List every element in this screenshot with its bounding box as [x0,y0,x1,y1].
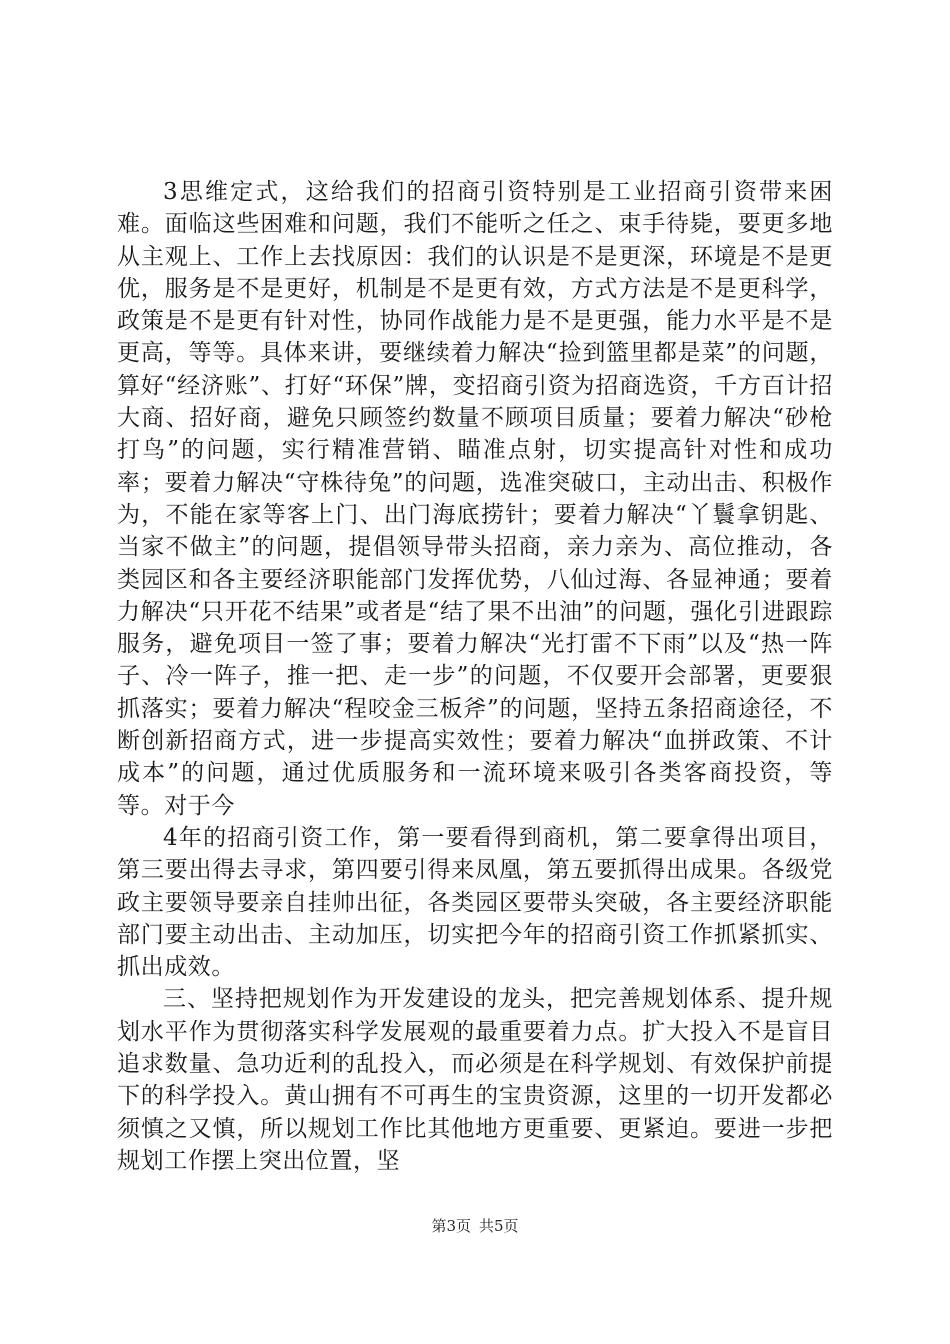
page-footer [0,1216,950,1236]
page-number-current: 第3页 [431,1217,471,1235]
paragraph-investment-goals: 4年的招商引资工作，第一要看得到商机，第二要拿得出项目，第三要出得去寻求，第四要引得来凤凰，第五要抓得出成果。各级党政主要领导要亲自挂帅出征，各类园区要带头突破，各主要经济职能部门要主动出击、主动加压，切实把今年的招商引资工作抓紧抓实、抓出成效。 [117,824,833,981]
document-body [117,176,833,1177]
page-number-total: 共5页 [479,1217,519,1235]
paragraph-investment-problems: 3思维定式，这给我们的招商引资特别是工业招商引资带来困难。面临这些困难和问题，我们不能听之任之、束手待毙，要更多地从主观上、工作上去找原因：我们的认识是不是更深，环境是不是更优，服务是不是更好，机制是不是更有效，方式方法是不是更科学，政策是不是更有针对性，协同作战能力是不是更强，能力水平是不是更高，等等。具体来讲，要继续着力解决“捡到篮里都是菜”的问题，算好“经济账”、打好“环保”牌，变招商引资为招商选资，千方百计招大商、招好商，避免只顾签约数量不顾项目质量；要着力解决“砂枪打鸟”的问题，实行精准营销、瞄准点射，切实提高针对性和成功率；要着力解决“守株待兔”的问题，选准突破口，主动出击、积极作为，不能在家等客上门、出门海底捞针；要着力解决“丫鬟拿钥匙、当家不做主”的问题，提倡领导带头招商，亲力亲为、高位推动，各类园区和各主要经济职能部门发挥优势，八仙过海、各显神通；要着力解决“只开花不结果”或者是“结了果不出油”的问题，强化引进跟踪服务，避免项目一签了事；要着力解决“光打雷不下雨”以及“热一阵子、冷一阵子，推一把、走一步”的问题，不仅要开会部署，更要狠抓落实；要着力解决“程咬金三板斧”的问题，坚持五条招商途径，不断创新招商方式，进一步提高实效性；要着力解决“血拼政策、不计成本”的问题，通过优质服务和一流环境来吸引各类客商投资，等等。对于今 [117,179,833,819]
paragraph-planning: 三、坚持把规划作为开发建设的龙头，把完善规划体系、提升规划水平作为贯彻落实科学发展观的最重要着力点。扩大投入不是盲目追求数量、急功近利的乱投入，而必须是在科学规划、有效保护前提下的科学投入。黄山拥有不可再生的宝贵资源，这里的一切开发都必须慎之又慎，所以规划工作比其他地方更重要、更紧迫。要进一步把规划工作摆上突出位置，坚 [117,986,833,1174]
